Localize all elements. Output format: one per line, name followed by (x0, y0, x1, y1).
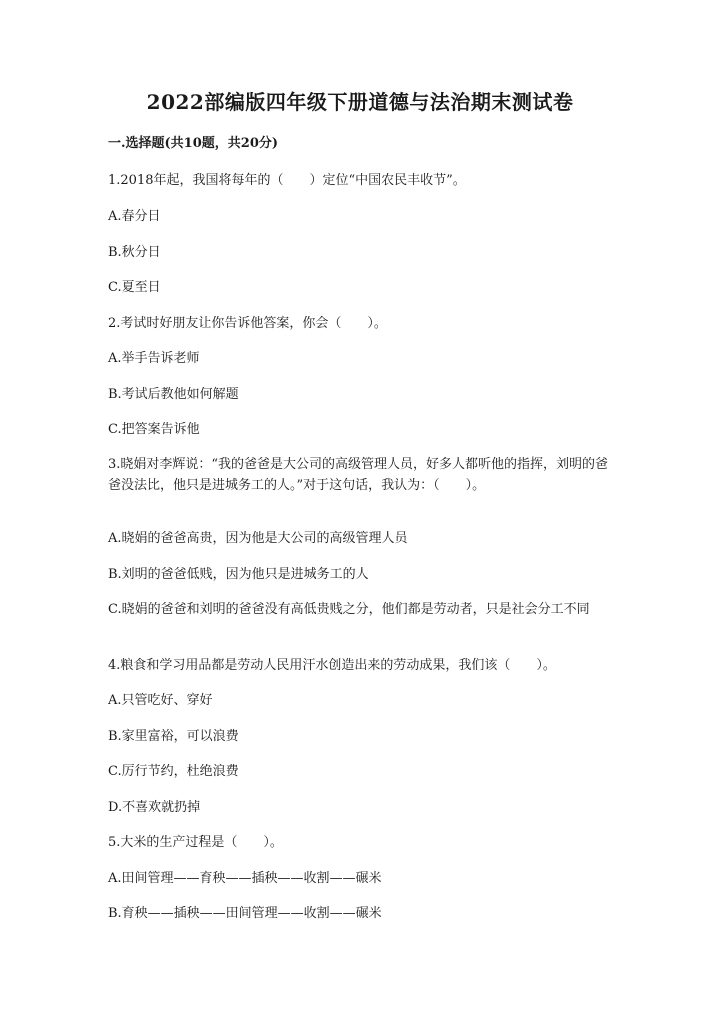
question-1-stem: 1.2018年起，我国将每年的（ ）定位“中国农民丰收节”。 (108, 173, 466, 188)
question-1-option-a: A.春分日 (108, 209, 161, 224)
question-4-option-a: A.只管吃好、穿好 (108, 693, 213, 708)
question-2-option-c: C.把答案告诉他 (108, 422, 200, 437)
question-4-option-b: B.家里富裕，可以浪费 (108, 729, 239, 744)
question-2-option-b: B.考试后教他如何解题 (108, 387, 239, 402)
section-heading: 一.选择题(共10题，共20分) (108, 136, 279, 151)
question-5-option-a: A.田间管理——育秧——插秧——收割——碾米 (108, 871, 382, 886)
question-2-stem: 2.考试时好朋友让你告诉他答案，你会（ ）。 (108, 316, 387, 331)
question-3-option-c: C.晓娟的爸爸和刘明的爸爸没有高低贵贱之分，他们都是劳动者，只是社会分工不同 (108, 602, 590, 617)
question-2-option-a: A.举手告诉老师 (108, 351, 200, 366)
question-3-stem: 3.晓娟对李辉说：“我的爸爸是大公司的高级管理人员，好多人都听他的指挥，刘明的爸爸没法比，他只是进城务工的人。”对于这句话，我认为：（ ）。 (108, 457, 609, 493)
question-4-stem: 4.粮食和学习用品都是劳动人民用汗水创造出来的劳动成果，我们该（ ）。 (108, 658, 556, 673)
question-4-option-c: C.厉行节约，杜绝浪费 (108, 764, 239, 779)
question-3-option-a: A.晓娟的爸爸高贵，因为他是大公司的高级管理人员 (108, 531, 408, 546)
question-5-stem: 5.大米的生产过程是（ ）。 (108, 835, 283, 850)
question-4-option-d: D.不喜欢就扔掉 (108, 800, 201, 815)
question-1-option-c: C.夏至日 (108, 280, 161, 295)
question-3-option-b: B.刘明的爸爸低贱，因为他只是进城务工的人 (108, 567, 369, 582)
page-title: 2022部编版四年级下册道德与法治期末测试卷 (146, 90, 574, 114)
question-1-option-b: B.秋分日 (108, 245, 161, 260)
question-5-option-b: B.育秧——插秧——田间管理——收割——碾米 (108, 906, 382, 921)
